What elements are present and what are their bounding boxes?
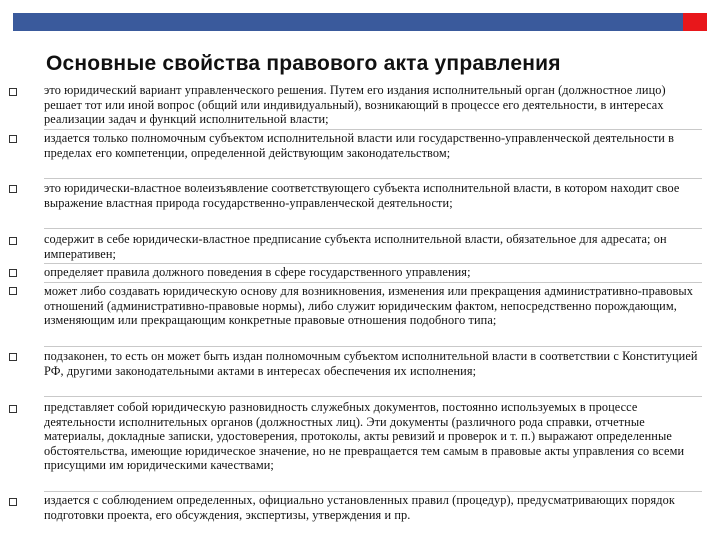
- item-divider: [44, 129, 702, 130]
- square-bullet-icon: [9, 185, 17, 193]
- square-bullet-icon: [9, 88, 17, 96]
- list-item: издается с соблюдением определенных, официально установленных правил (процедур), предусматривающих порядок подготовки проекта, его обсуждения, экспертизы, утверждения и пр.: [44, 493, 675, 522]
- item-divider: [44, 346, 702, 347]
- item-divider: [44, 491, 702, 492]
- square-bullet-icon: [9, 237, 17, 245]
- list-item: издается только полномочным субъектом исполнительной власти или государственно-управленческой деятельности в пределах его компетенции, определенной действующим законодательством;: [44, 131, 675, 160]
- square-bullet-icon: [9, 498, 17, 506]
- square-bullet-icon: [9, 405, 17, 413]
- header-accent-bar: [13, 13, 683, 31]
- item-divider: [44, 228, 702, 229]
- item-divider: [44, 178, 702, 179]
- square-bullet-icon: [9, 269, 17, 277]
- list-item: содержит в себе юридически-властное предписание субъекта исполнительной власти, обязательное для адресата; он императивен;: [44, 232, 667, 261]
- square-bullet-icon: [9, 353, 17, 361]
- list-item: представляет собой юридическую разновидность служебных документов, постоянно используемых в процессе деятельности исполнительных органов (должностных лиц). Эти документы (различного рода справки, отчетные материалы, докладные записки, удостоверения, протоколы, акты ревизий и проверок и т. п.) выражают определенные обстоятельства, имеющие юридическое значение, но не превращается тем самым в правовые акты управления со всеми присущими им юридическими качествами;: [44, 400, 685, 473]
- list-item: определяет правила должного поведения в сфере государственного управления;: [44, 265, 471, 279]
- list-item: это юридический вариант управленческого решения. Путем его издания исполнительный орган (должностное лицо) решает тот или иной вопрос (общий или индивидуальный), возникающий в процессе его деятельности, в интересах реализации задач и функций исполнительной власти;: [44, 83, 666, 127]
- list-item: это юридически-властное волеизъявление соответствующего субъекта исполнительной власти, в котором находит свое выражение властная природа государственно-управленческой деятельности;: [44, 181, 680, 210]
- header-accent-square: [683, 13, 707, 31]
- square-bullet-icon: [9, 135, 17, 143]
- list-item: подзаконен, то есть он может быть издан полномочным субъектом исполнительной власти в соответствии с Конституцией РФ, другими законодательными актами в интересах обеспечения их исполнения;: [44, 349, 698, 378]
- slide-title: Основные свойства правового акта управления: [46, 52, 561, 75]
- square-bullet-icon: [9, 287, 17, 295]
- item-divider: [44, 263, 702, 264]
- item-divider: [44, 282, 702, 283]
- list-item: может либо создавать юридическую основу для возникновения, изменения или прекращения административно-правовых отношений (административно-правовые нормы), либо служит юридическим фактом, непосредственно порождающим, изменяющим или прекращающим конкретные правовые отношения подобного типа;: [44, 284, 694, 328]
- item-divider: [44, 396, 702, 397]
